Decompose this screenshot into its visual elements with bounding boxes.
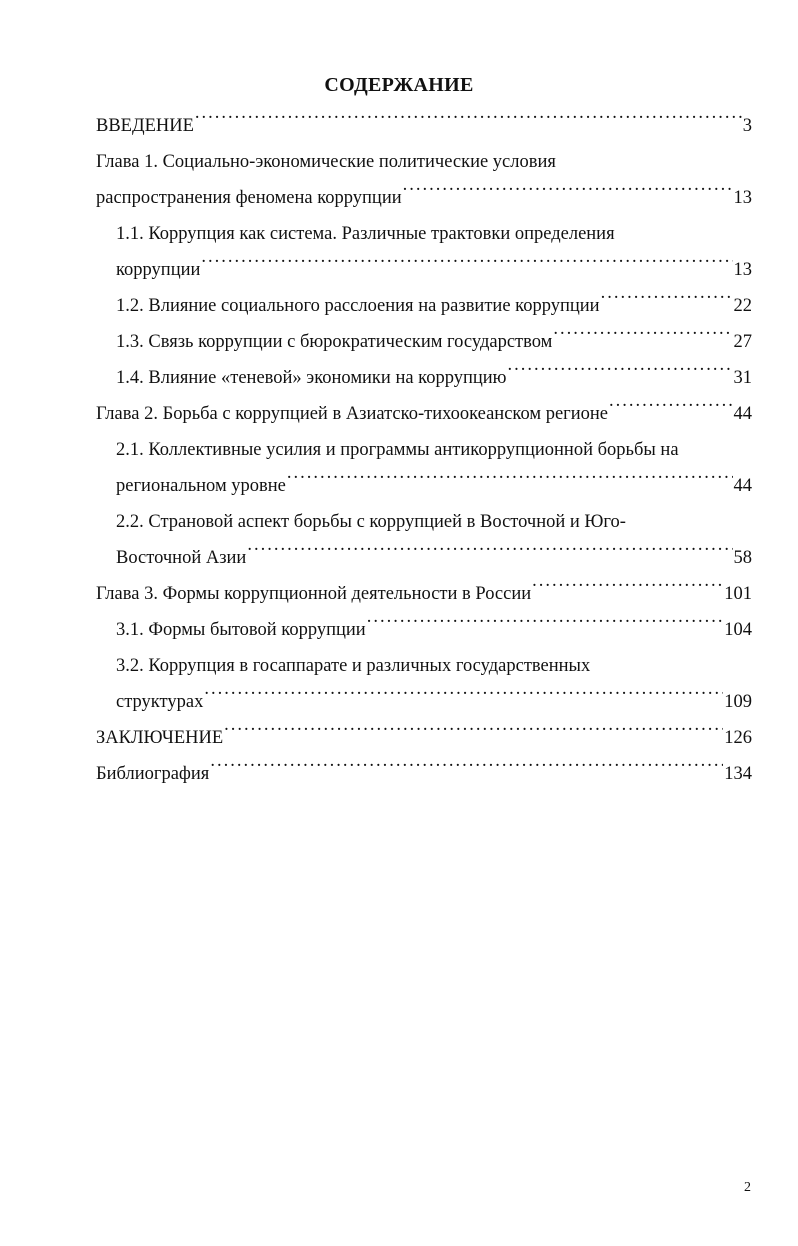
toc-entry-s22[interactable]: [116, 540, 752, 576]
toc-entry-text: коррупции: [116, 260, 201, 280]
toc-entry-s22-line1[interactable]: 2.2. Страновой аспект борьбы с коррупцией в Восточной и Юго-: [116, 512, 626, 532]
toc-entry-page: 101: [724, 584, 752, 604]
toc-leader-dots: [553, 327, 732, 347]
toc-entry-page: 13: [733, 188, 752, 208]
toc-entry-intro[interactable]: [96, 108, 752, 144]
toc-entry-ch1[interactable]: [96, 180, 752, 216]
toc-entry-s21-line1[interactable]: 2.1. Коллективные усилия и программы антикоррупционной борьбы на: [116, 440, 679, 460]
toc-leader-dots: [601, 291, 733, 311]
toc-leader-dots: [204, 687, 723, 707]
toc-entry-ch3[interactable]: [96, 576, 752, 612]
toc-entry-text: Восточной Азии: [116, 548, 247, 568]
page-number: 2: [744, 1180, 751, 1195]
toc-entry-bibliography[interactable]: [96, 756, 752, 792]
toc-entry-text: 1.3. Связь коррупции с бюрократическим государством: [116, 332, 553, 352]
toc-entry-text: распространения феномена коррупции: [96, 188, 402, 208]
toc-entry-text: Глава 2. Борьба с коррупцией в Азиатско-тихоокеанском регионе: [96, 404, 609, 424]
toc-leader-dots: [287, 471, 733, 491]
toc-leader-dots: [508, 363, 733, 383]
toc-entry-s12[interactable]: [116, 288, 752, 324]
toc-leader-dots: [532, 579, 723, 599]
toc-leader-dots: [403, 183, 733, 203]
toc-leader-dots: [247, 543, 732, 563]
toc-leader-dots: [210, 759, 723, 779]
toc-entry-page: 104: [724, 620, 752, 640]
toc-entry-page: 13: [733, 260, 752, 280]
toc-entry-text: структурах: [116, 692, 204, 712]
toc-entry-page: 22: [733, 296, 752, 316]
toc-leader-dots: [201, 255, 732, 275]
toc-entry-page: 109: [724, 692, 752, 712]
toc-entry-page: 3: [742, 116, 752, 136]
toc-entry-text: Глава 3. Формы коррупционной деятельности в России: [96, 584, 532, 604]
toc-entry-s32[interactable]: [116, 684, 752, 720]
toc-entry-page: 58: [733, 548, 752, 568]
toc-leader-dots: [224, 723, 723, 743]
toc-entry-text: ЗАКЛЮЧЕНИЕ: [96, 728, 224, 748]
toc-entry-text: ВВЕДЕНИЕ: [96, 116, 194, 136]
toc-entry-page: 44: [733, 404, 752, 424]
toc-entry-s14[interactable]: [116, 360, 752, 396]
toc-entry-ch2[interactable]: [96, 396, 752, 432]
toc-entry-s31[interactable]: [116, 612, 752, 648]
toc-entry-page: 44: [733, 476, 752, 496]
toc-leader-dots: [609, 399, 732, 419]
toc-entry-ch1-line1[interactable]: Глава 1. Социально-экономические политические условия: [96, 152, 556, 172]
toc-entry-page: 134: [724, 764, 752, 784]
page-title: СОДЕРЖАНИЕ: [324, 74, 474, 96]
toc-entry-s32-line1[interactable]: 3.2. Коррупция в госаппарате и различных государственных: [116, 656, 591, 676]
toc-entry-page: 27: [733, 332, 752, 352]
toc-entry-s11-line1[interactable]: 1.1. Коррупция как система. Различные трактовки определения: [116, 224, 615, 244]
toc-entry-text: 3.1. Формы бытовой коррупции: [116, 620, 366, 640]
toc-entry-text: региональном уровне: [116, 476, 286, 496]
toc-entry-s11[interactable]: [116, 252, 752, 288]
toc-entry-text: 1.4. Влияние «теневой» экономики на коррупцию: [116, 368, 507, 388]
toc-entry-page: 126: [724, 728, 752, 748]
toc-entry-text: Библиография: [96, 764, 210, 784]
toc-leader-dots: [367, 615, 724, 635]
toc-entry-text: 1.2. Влияние социального расслоения на развитие коррупции: [116, 296, 600, 316]
toc-entry-s13[interactable]: [116, 324, 752, 360]
toc-leader-dots: [195, 111, 742, 131]
toc-entry-s21[interactable]: [116, 468, 752, 504]
toc-entry-conclusion[interactable]: [96, 720, 752, 756]
toc-entry-page: 31: [733, 368, 752, 388]
